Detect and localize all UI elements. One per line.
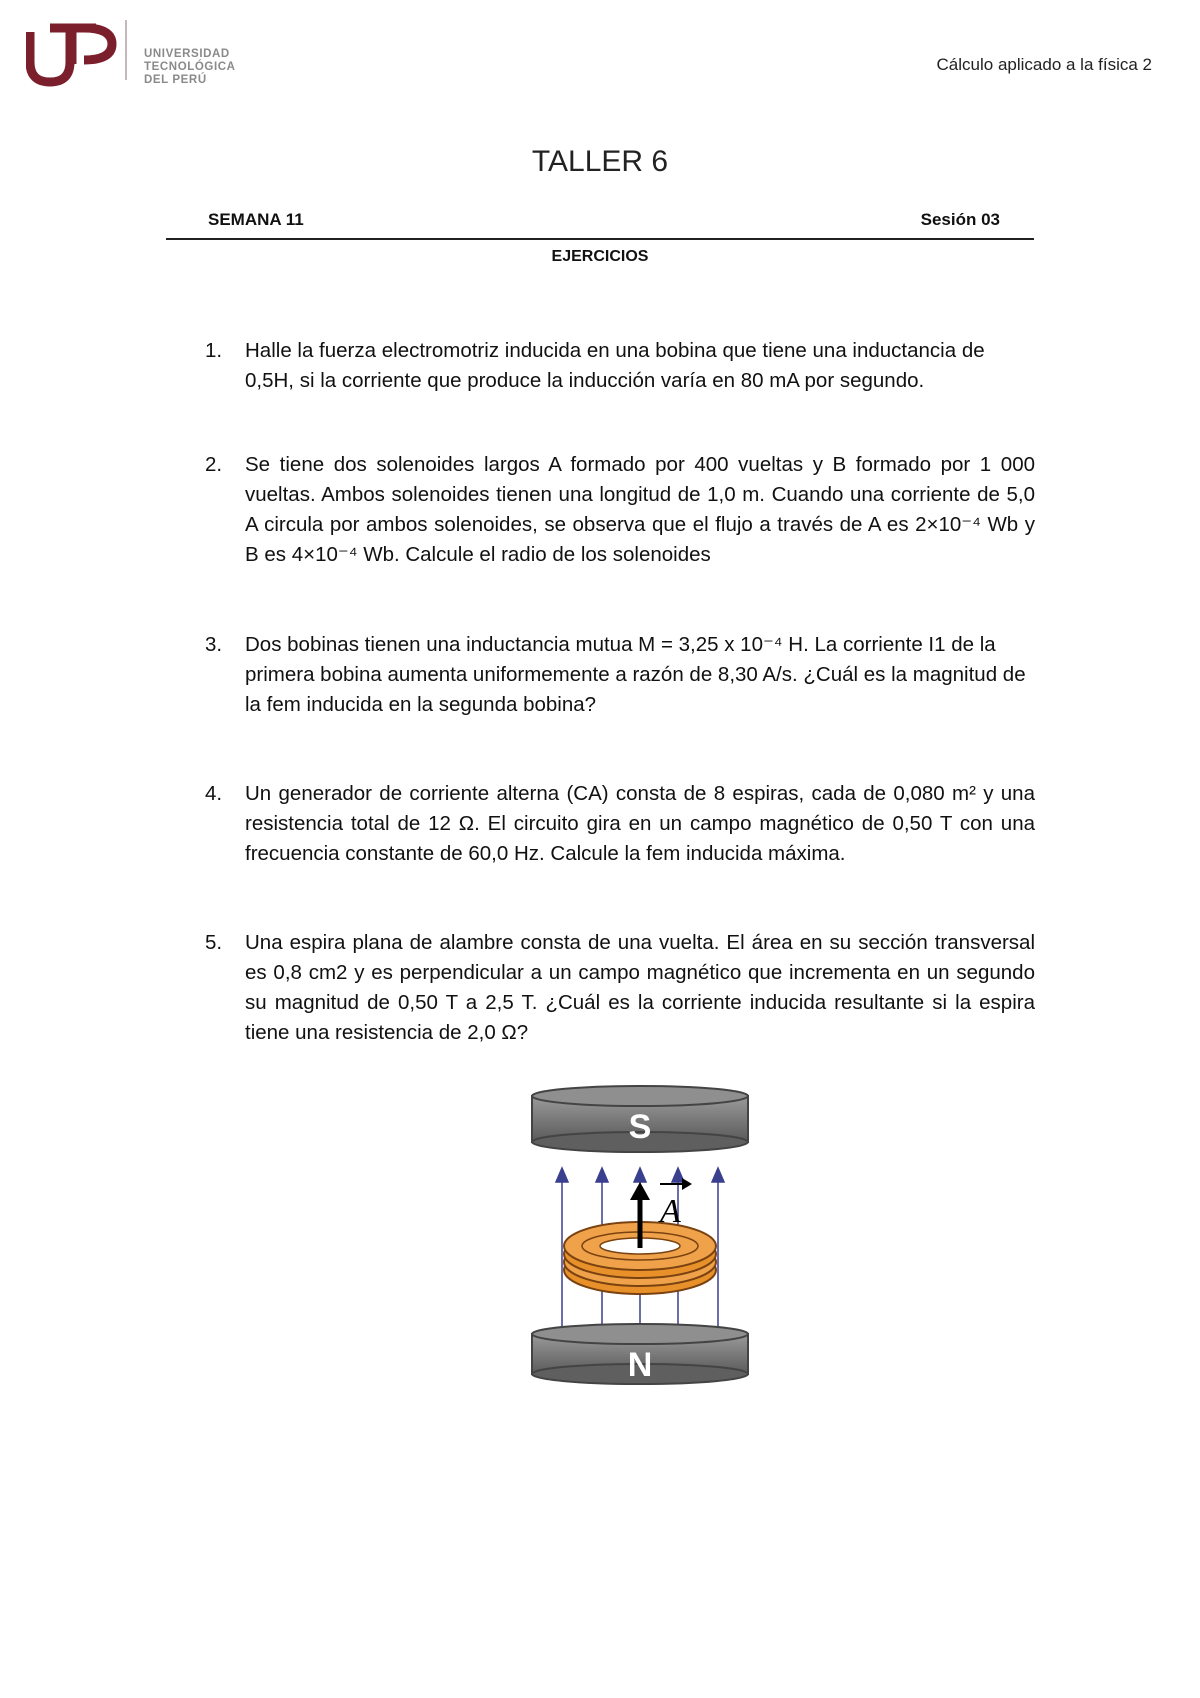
question-2 [205, 450, 1035, 570]
logo-line-3: DEL PERÚ [144, 74, 207, 86]
south-pole-label: S [628, 1108, 652, 1146]
section-heading: EJERCICIOS [551, 248, 649, 265]
week-label: SEMANA 11 [208, 210, 304, 229]
area-vector-label [658, 1178, 692, 1230]
south-magnet [532, 1086, 748, 1152]
question-text: Un generador de corriente alterna (CA) consta de 8 espiras, cada de 0,080 m² y una resistencia total de 12 Ω. El circuito gira en un campo magnético de 0,50 T con una frecuencia constante de 60,0 Hz. Calcule la fem inducida máxima. [245, 782, 1035, 865]
utp-logo-mark-icon [26, 18, 136, 88]
question-number: 4. [205, 782, 223, 805]
magnet-coil-figure [520, 1082, 760, 1392]
header-divider [166, 238, 1034, 240]
question-3 [205, 630, 1035, 720]
question-text: Se tiene dos solenoides largos A formado por 400 vueltas y B formado por 1 000 vueltas. Ambos solenoides tienen una longitud de 1,0 m. Cuando una corriente de 5,0 A circula por ambos solenoides, se observa que el flujo a través de A es 2×10⁻⁴ Wb y B es 4×10⁻⁴ Wb. Calcule el radio de los solenoides [245, 453, 1035, 566]
university-name [144, 48, 236, 87]
question-number: 2. [205, 453, 223, 476]
session-label: Sesión 03 [920, 210, 1000, 229]
logo-line-2: TECNOLÓGICA [144, 61, 236, 73]
magnet-coil-illustration [520, 1082, 760, 1392]
logo-line-1: UNIVERSIDAD [144, 48, 230, 60]
question-1 [205, 336, 1035, 396]
question-number: 5. [205, 931, 223, 954]
question-number: 1. [205, 339, 223, 362]
question-text: Dos bobinas tienen una inductancia mutua M = 3,25 x 10⁻⁴ H. La corriente I1 de la primera bobina aumenta uniformemente a razón de 8,30 A/s. ¿Cuál es la magnitud de la fem inducida en la segunda bobina? [245, 633, 1026, 716]
course-name: Cálculo aplicado a la física 2 [936, 55, 1152, 74]
question-number: 3. [205, 633, 223, 656]
north-pole-label: N [627, 1346, 653, 1384]
north-magnet [532, 1324, 748, 1384]
question-4 [205, 779, 1035, 869]
university-logo [26, 18, 236, 88]
question-text: Una espira plana de alambre consta de una vuelta. El área en su sección transversal es 0,8 cm2 y es perpendicular a un campo magnético que incrementa en un segundo su magnitud de 0,50 T a 2,5 T. ¿Cuál es la corriente inducida resultante si la espira tiene una resistencia de 2,0 Ω? [245, 931, 1035, 1044]
question-text: Halle la fuerza electromotriz inducida en una bobina que tiene una inductancia de 0,5H, si la corriente que produce la inducción varía en 80 mA por segundo. [245, 339, 985, 392]
svg-text:A: A [660, 1193, 681, 1230]
page-title: TALLER 6 [531, 145, 669, 178]
question-5 [205, 928, 1035, 1048]
